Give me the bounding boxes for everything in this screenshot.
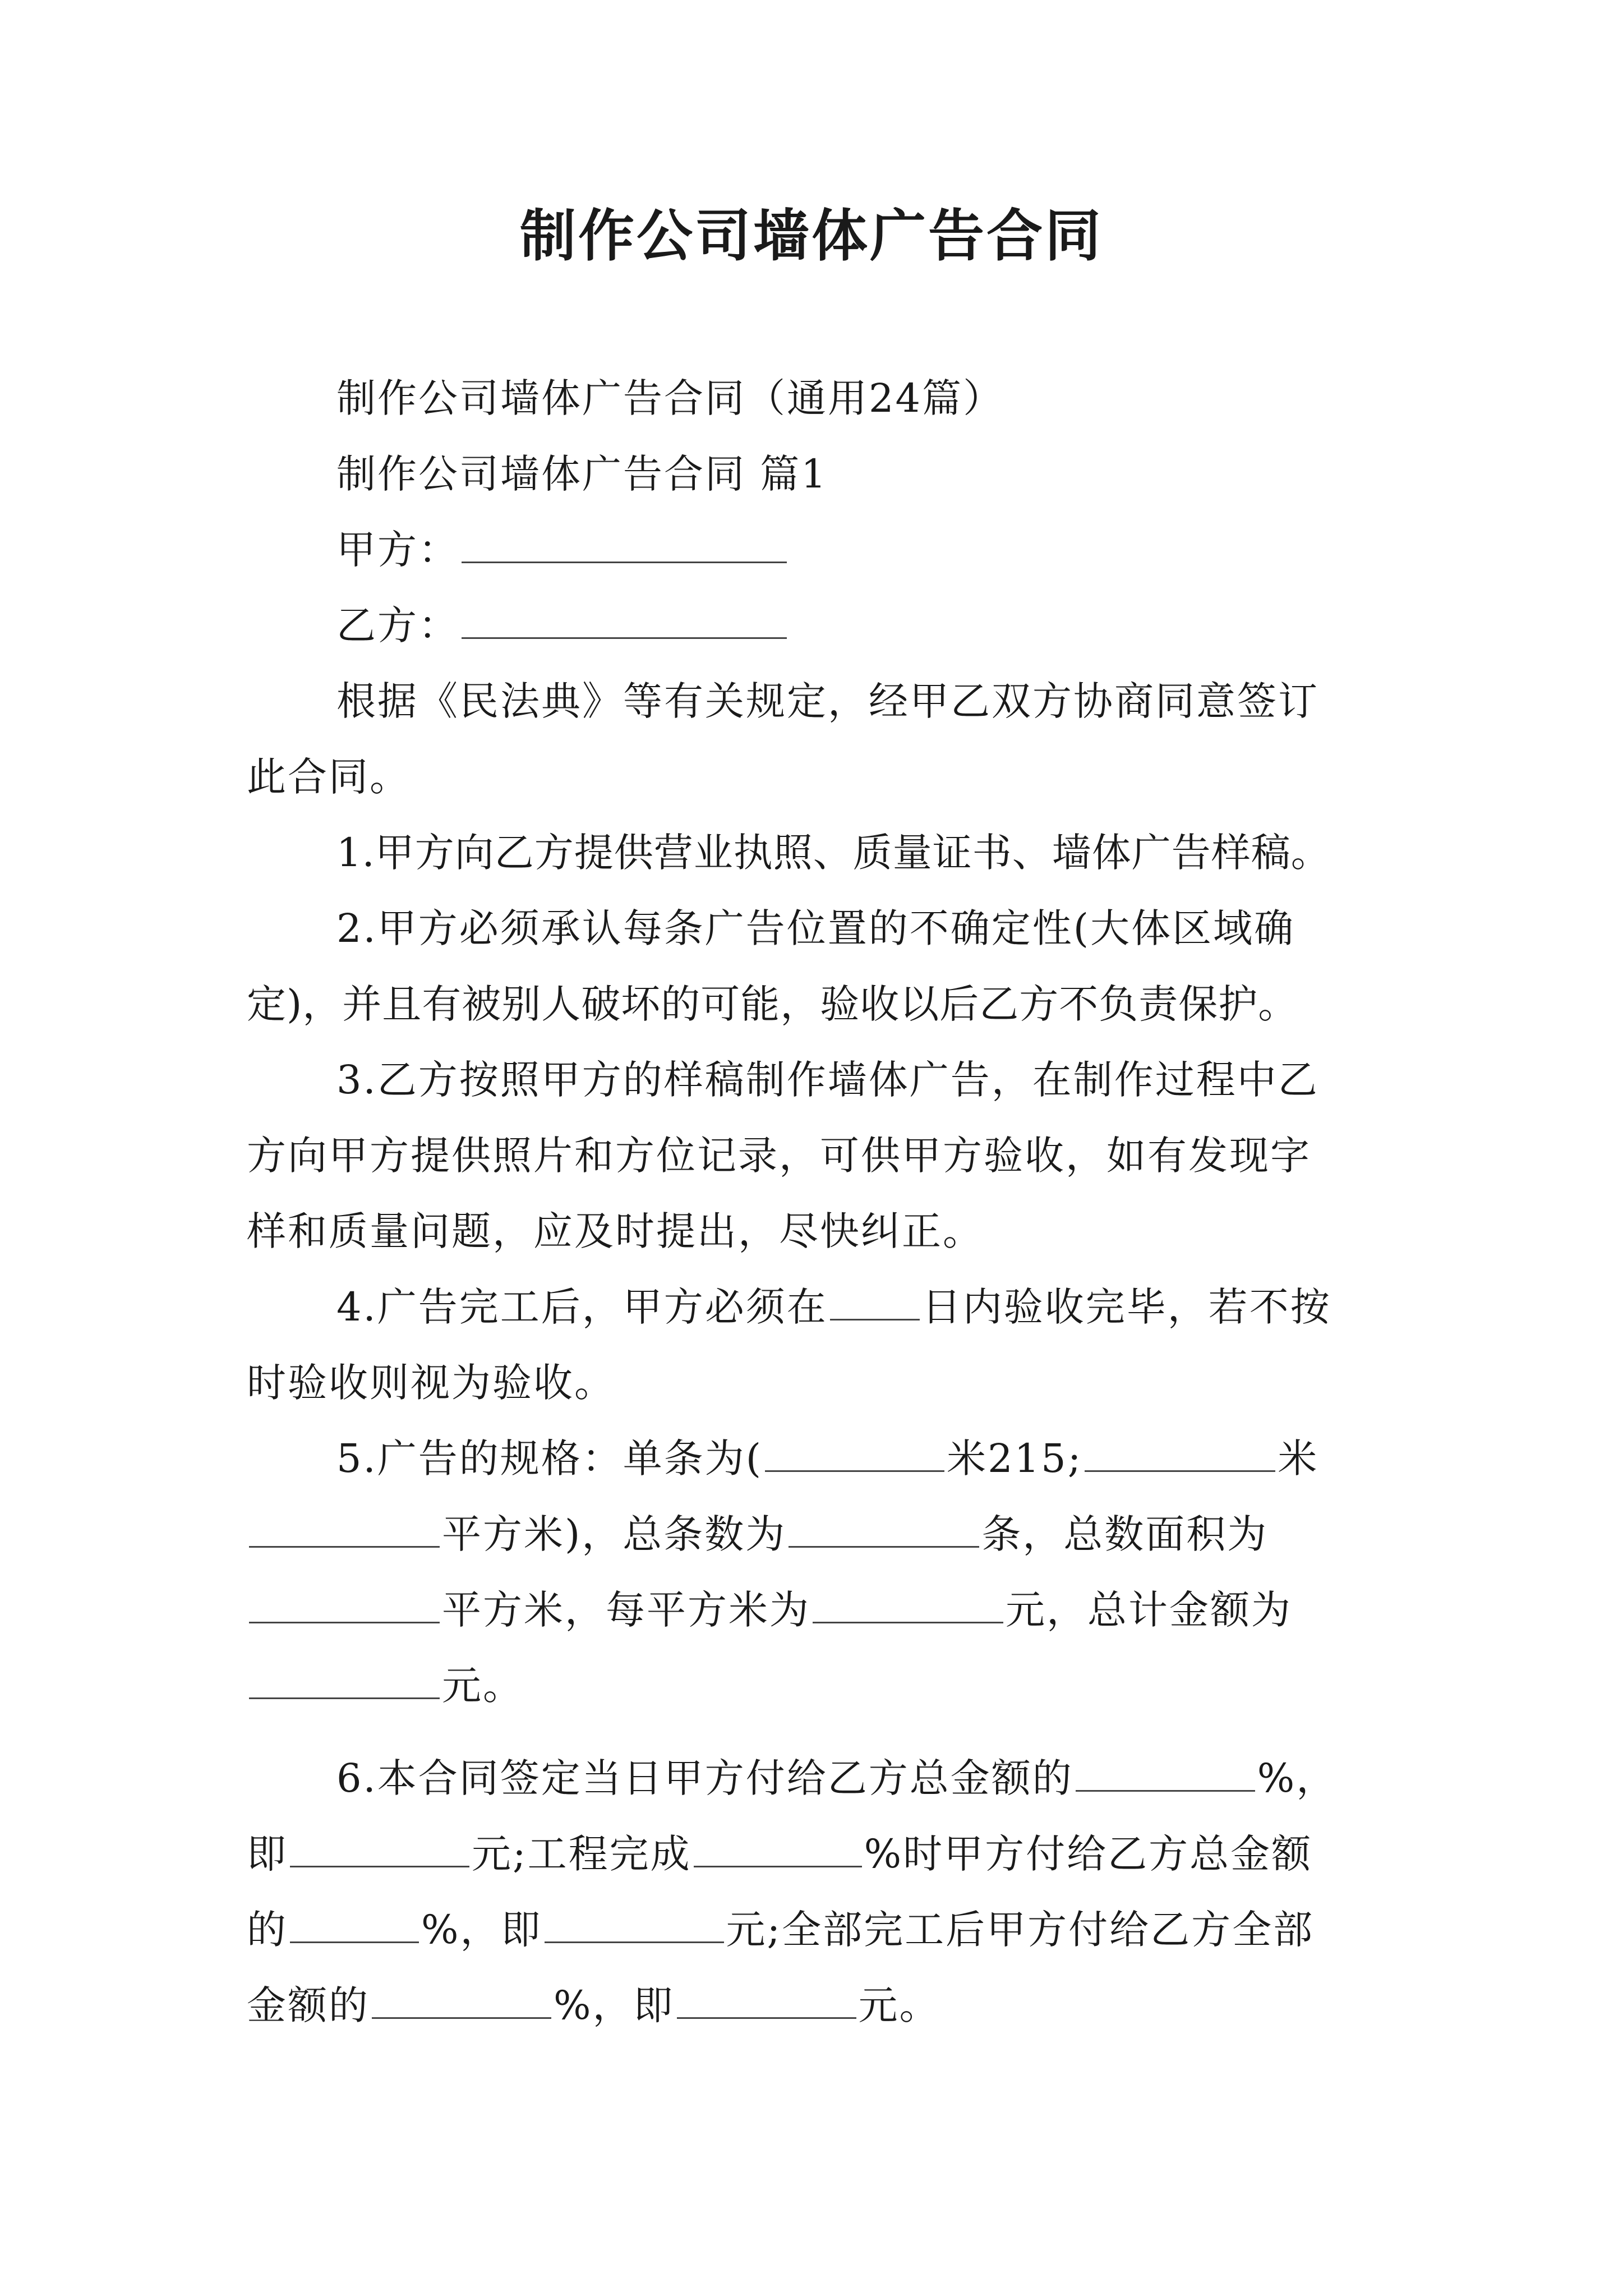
blank-field (1076, 1751, 1255, 1792)
clause-1: 1.甲方向乙方提供营业执照、质量证书、墙体广告样稿。 (336, 830, 1331, 876)
clause-5-text: 元。 (442, 1663, 524, 1709)
blank-field (249, 1658, 440, 1699)
paragraph-line: 此合同。 (247, 754, 411, 800)
clause-6-text: 6.本合同签定当日甲方付给乙方总金额的 (336, 1755, 1073, 1801)
clause-6-text: 元;工程完成 (472, 1831, 691, 1877)
clause-6-line (247, 1977, 940, 2033)
blank-field (372, 1978, 551, 2019)
blank-field (789, 1507, 979, 1548)
clause-5-text: 平方米)，总条数为 (442, 1511, 787, 1557)
clause-6-text: 元;全部完工后甲方付给乙方全部 (726, 1907, 1315, 1953)
party-a-label: 甲方： (336, 527, 459, 573)
clause-5-line (247, 1658, 524, 1714)
paragraph-line: 定)，并且有被别人破坏的可能，验收以后乙方不负责保护。 (247, 981, 1298, 1027)
paragraph-line: 方向甲方提供照片和方位记录，可供甲方验收，如有发现字 (247, 1133, 1311, 1179)
blank-field (290, 1902, 419, 1943)
paragraph-line: 根据《民法典》等有关规定，经甲乙双方协商同意签订 (336, 678, 1319, 724)
blank-field (677, 1978, 856, 2019)
days-blank (830, 1280, 920, 1320)
blank-field (765, 1431, 944, 1472)
blank-field (290, 1826, 469, 1867)
party-a-blank (462, 522, 787, 563)
blank-field (694, 1826, 862, 1867)
clause-5-text: 平方米，每平方米为 (442, 1587, 810, 1633)
paragraph-line: 时验收则视为验收。 (247, 1360, 615, 1406)
clause-4-text: 日内验收完毕，若不按 (921, 1284, 1331, 1330)
clause-5-line (247, 1582, 1292, 1638)
subtitle-line: 制作公司墙体广告合同（通用24篇） (336, 375, 1004, 421)
section-heading: 制作公司墙体广告合同 篇1 (336, 451, 828, 497)
clause-6-text: 的 (247, 1907, 288, 1953)
clause-6-line (247, 1902, 1314, 1958)
clause-6-text: %， (1257, 1755, 1338, 1801)
party-a-line (336, 522, 789, 578)
clause-5-text: 5.广告的规格：单条为( (336, 1435, 763, 1481)
blank-field (813, 1582, 1003, 1623)
clause-6-text: %，即 (421, 1907, 542, 1953)
clause-6-text: %时甲方付给乙方总金额 (864, 1831, 1313, 1877)
blank-field (1085, 1431, 1275, 1472)
blank-field (249, 1582, 440, 1623)
clause-5-text: 米215; (947, 1435, 1083, 1481)
blank-field (249, 1507, 440, 1548)
clause-5 (336, 1430, 1318, 1487)
clause-6 (336, 1750, 1337, 1806)
blank-field (545, 1902, 724, 1943)
clause-4 (336, 1279, 1331, 1335)
clause-6-line (247, 1826, 1312, 1882)
clause-6-text: 即 (247, 1831, 288, 1877)
clause-5-text: 米 (1278, 1435, 1319, 1481)
clause-6-text: 金额的 (247, 1982, 370, 2028)
party-b-line (336, 597, 789, 654)
party-b-blank (462, 598, 787, 639)
clause-5-text: 元，总计金额为 (1006, 1587, 1292, 1633)
clause-2: 2.甲方必须承认每条广告位置的不确定性(大体区域确 (336, 905, 1295, 951)
clause-6-text: %，即 (554, 1982, 675, 2028)
clause-6-text: 元。 (858, 1982, 940, 2028)
clause-3: 3.乙方按照甲方的样稿制作墙体广告，在制作过程中乙 (336, 1057, 1319, 1103)
clause-5-text: 条，总数面积为 (981, 1511, 1269, 1557)
party-b-label: 乙方： (336, 602, 459, 648)
paragraph-line: 样和质量问题，应及时提出，尽快纠正。 (247, 1208, 984, 1254)
document-title: 制作公司墙体广告合同 (520, 203, 1103, 269)
clause-4-text: 4.广告完工后，甲方必须在 (336, 1284, 828, 1330)
clause-5-line (247, 1506, 1268, 1562)
